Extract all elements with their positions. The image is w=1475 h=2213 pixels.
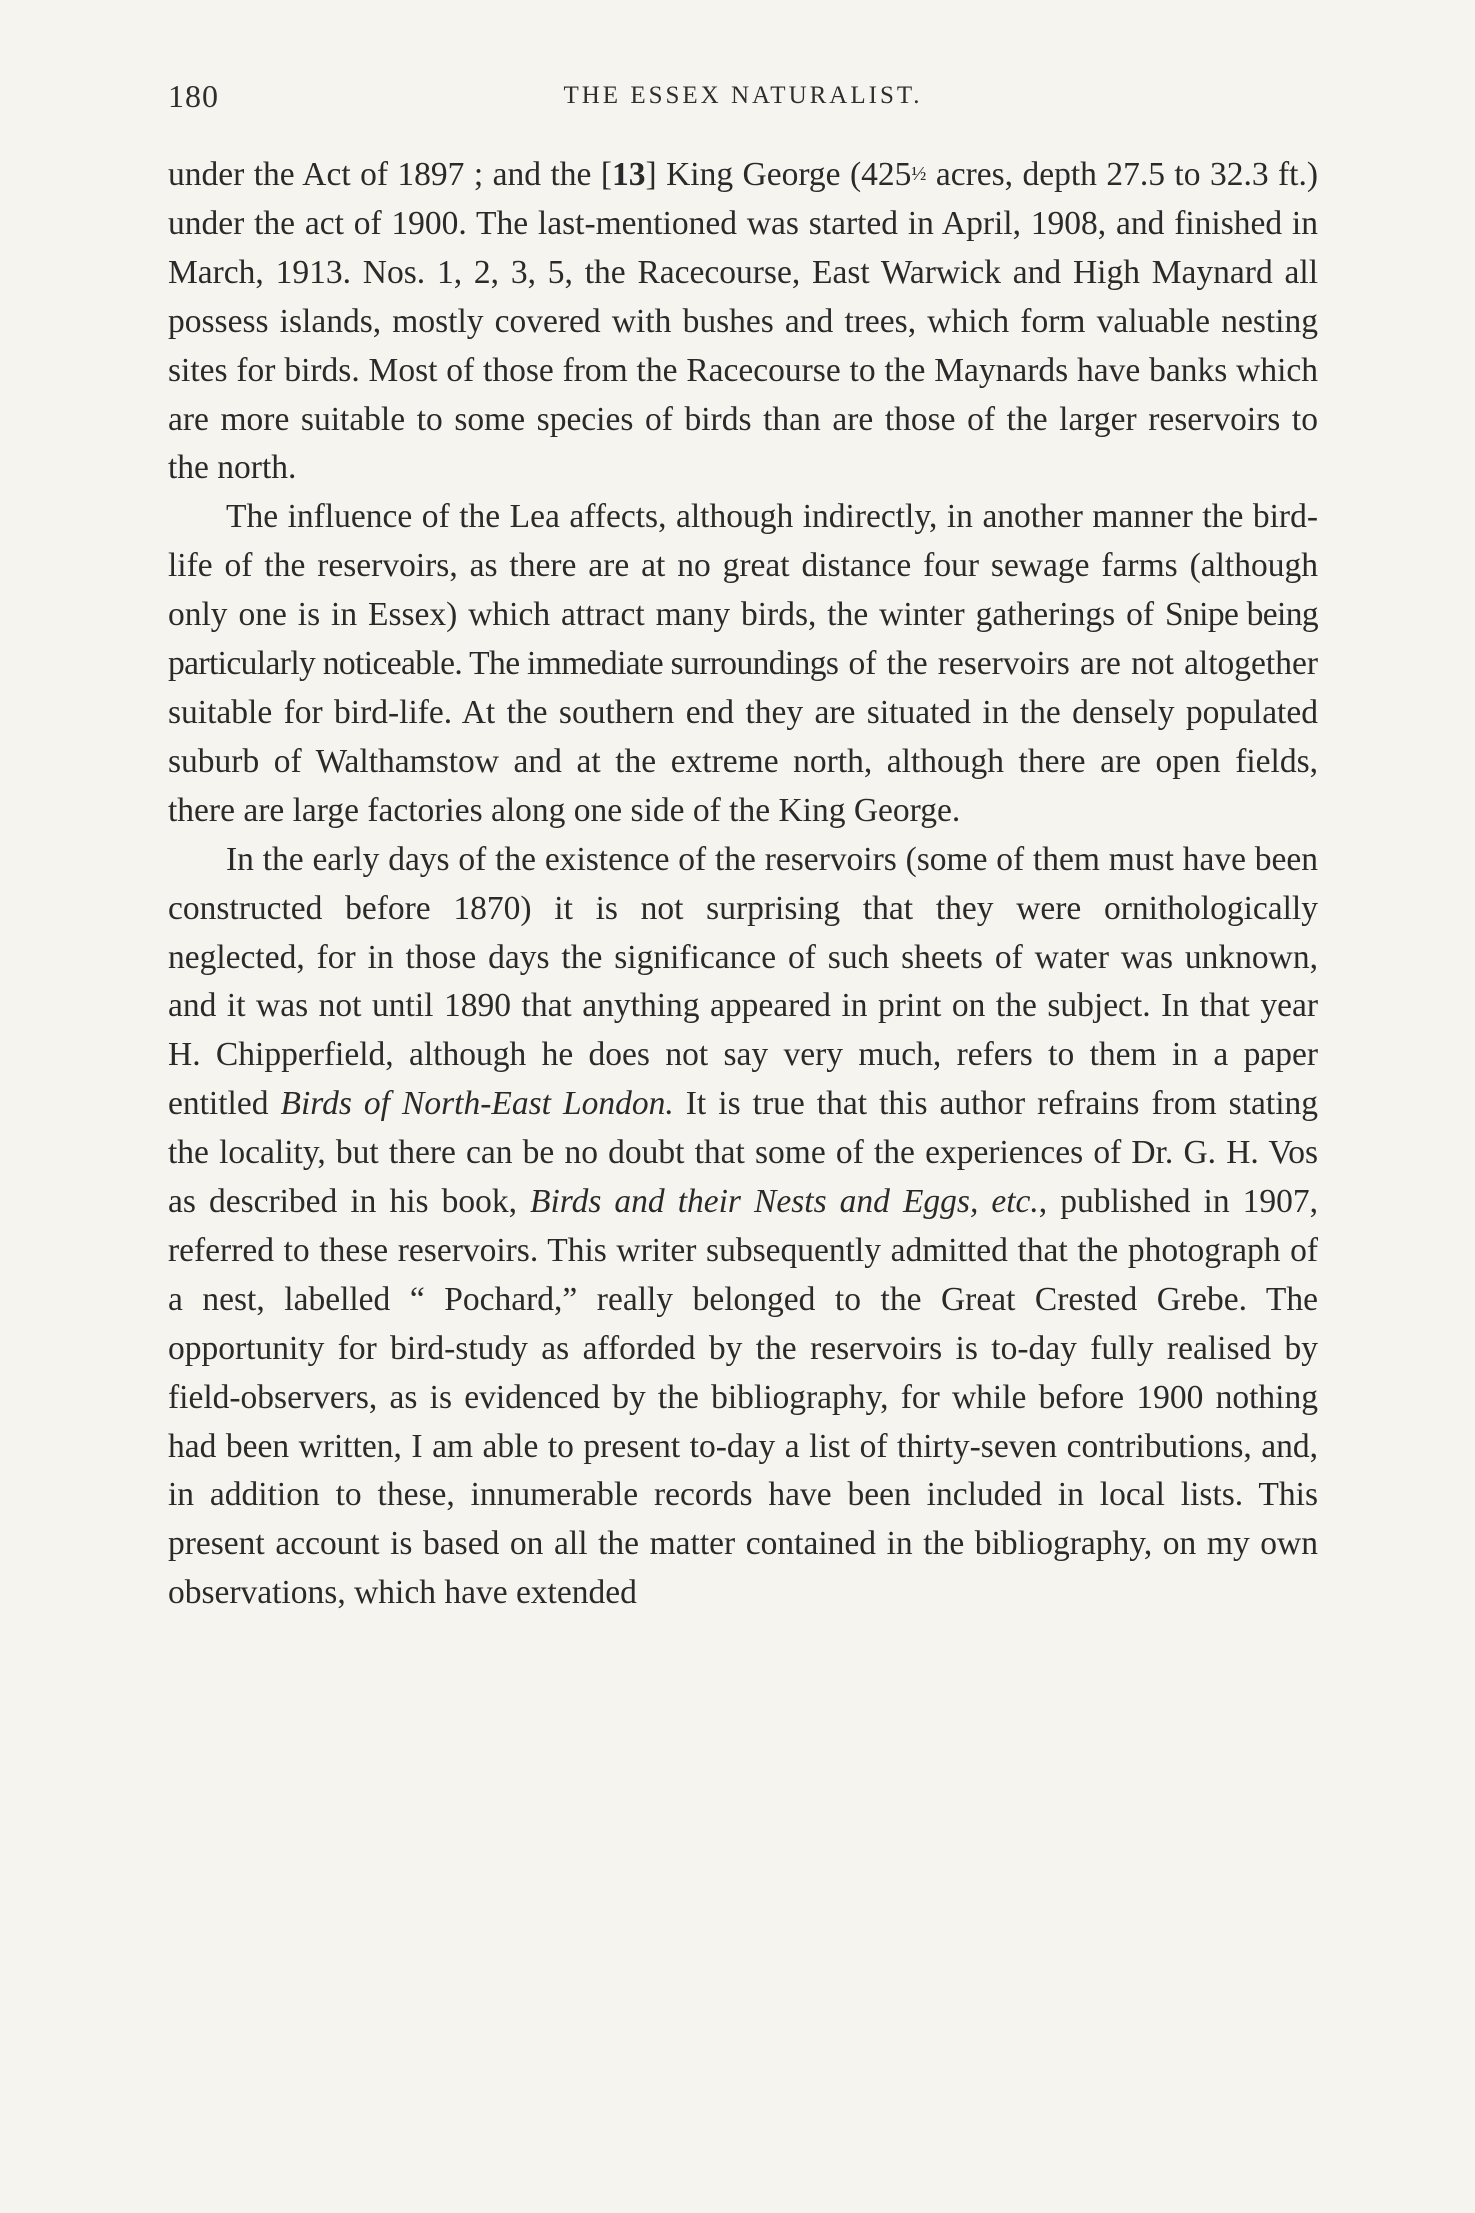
paragraph-2 [168, 493, 1318, 835]
paragraph-1 [168, 150, 1318, 493]
paragraph-1-text-c: acres, depth 27.5 to 32.3 ft.) under the act of 1900. The last-mentioned was started in April, 1908, and finished in March, 1913. Nos. 1, 2, 3, 5, the Racecourse, East Warwick and High Maynard all possess islands, mostly covered with bushes and trees, which form valuable nesting sites for birds. Most of those from the Racecourse to the Maynards have banks which are more suitable to some species of birds than are those of the larger reservoirs to the north. [168, 156, 1319, 487]
body-text [168, 150, 1318, 1618]
running-head [168, 78, 1318, 118]
journal-title: THE ESSEX NATURALIST. [563, 82, 923, 109]
book-title-birds-of-north-east-london: Birds of North-East London. [280, 1085, 674, 1123]
paragraph-2-text-b: Snipe being particularly noticeable. The immediate surroundings [168, 596, 1318, 683]
book-title-birds-and-their-nests: Birds and their Nests and Eggs, etc. [530, 1183, 1039, 1221]
paragraph-3-text-a: In the early days of the existence of the reservoirs (some of them must have been constructed before 1870) it is not surprising that they were ornithologically neglected, for in those days the significance of such sheets of water was unknown, and it was not until 1890 that anything appeared in print on the subject. In that year H. Chipperfield, although he does not say very much, refers to them in a paper entitled [168, 840, 1318, 1123]
fraction-half: ½ [911, 163, 927, 185]
paragraph-2-text-c: of the reservoirs are not altogether suitable for bird-life. At the southern end they are situated in the densely populated suburb of Walthamstow and at the extreme north, although there are open fields, there are large factories along one side of the King George. [168, 645, 1318, 829]
page-number: 180 [168, 78, 219, 114]
reservoir-reference-number: 13 [612, 156, 646, 193]
paragraph-1-text-a: under the Act of 1897 ; and the [ [168, 156, 612, 193]
paragraph-3 [168, 836, 1318, 1619]
paragraph-3-text-b: It is true that this author refrains from stating the locality, but there can be no doubt that some of the experiences of Dr. G. H. Vos as described in his book, [168, 1085, 1318, 1221]
paragraph-1-text-b: ] King George (425 [645, 156, 912, 193]
paragraph-2-text-a: The influence of the Lea affects, although indirectly, in another manner the bird-life of the reservoirs, as there are at no great distance four sewage farms (although only one is in Essex) which attract many birds, the winter gatherings of [168, 498, 1318, 634]
paragraph-3-text-c: , published in 1907, referred to these reservoirs. This writer subsequently admitted that the photograph of a nest, labelled “ Pochard,” really belonged to the Great Crested Grebe. The opportunity for bird-study as afforded by the reservoirs is to-day fully realised by field-observers, as is evidenced by the bibliography, for while before 1900 nothing had been written, I am able to present to-day a list of thirty-seven contributions, and, in addition to these, innumerable records have been included in local lists. This present account is based on all the matter contained in the bibliography, on my own observations, which have extended [168, 1183, 1319, 1612]
